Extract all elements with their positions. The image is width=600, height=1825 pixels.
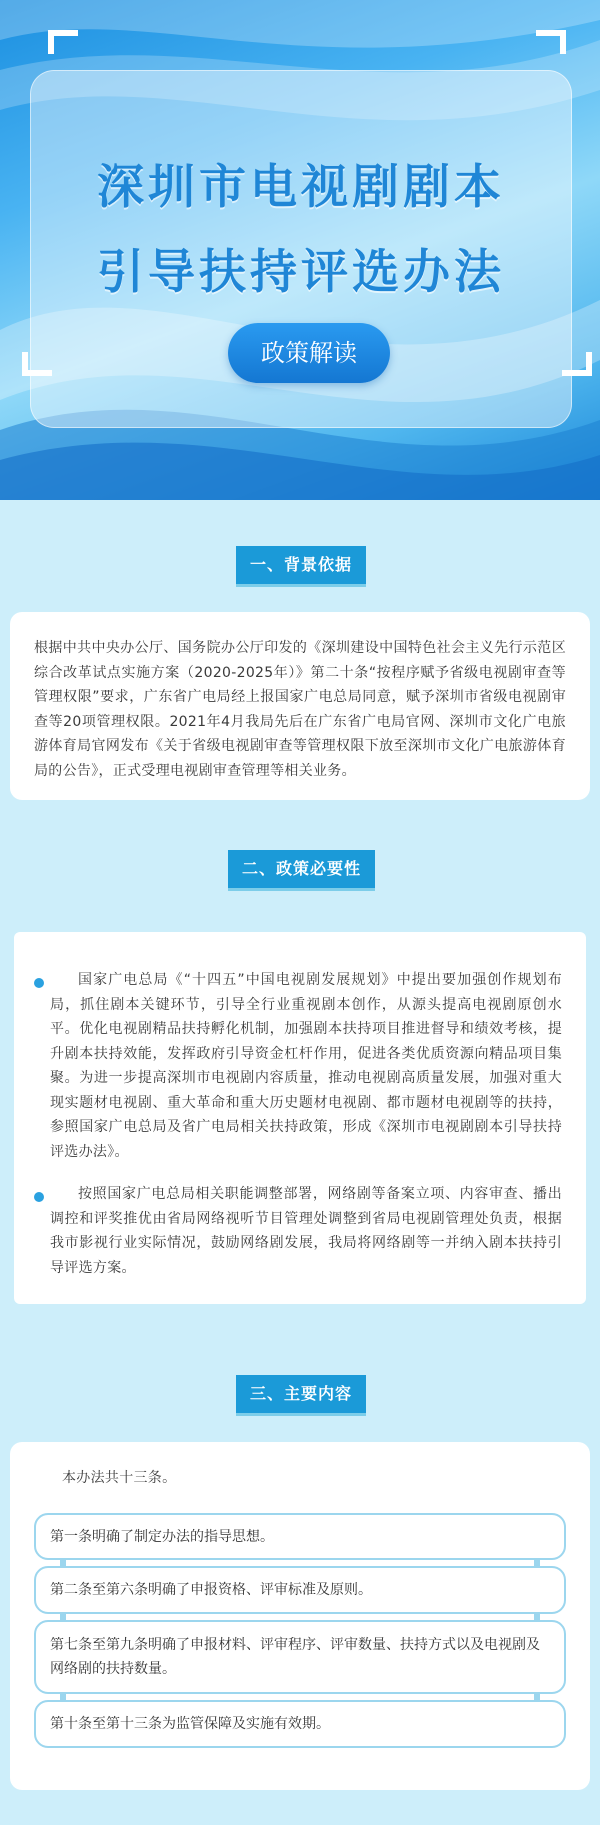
- background-card: [10, 612, 590, 800]
- necessity-paragraph-2: 按照国家广电总局相关职能调整部署，网络剧等备案立项、内容审查、播出调控和评奖推优由省局网络视听节目管理处调整到省局电视剧管理处负责，根据我市影视行业实际情况，鼓励网络剧发展，我局将网络剧等一并纳入剧本扶持引导评选方案。: [50, 1186, 562, 1276]
- policy-interpretation-badge: 政策解读: [228, 323, 390, 383]
- main-content-intro: 本办法共十三条。: [62, 1470, 177, 1486]
- corner-bracket-bottom-left: [22, 352, 52, 376]
- content-item: [34, 1513, 566, 1560]
- content-item-text: 第十条至第十三条为监管保障及实施有效期。: [50, 1716, 330, 1732]
- content-item-text: 第七条至第九条明确了申报材料、评审程序、评审数量、扶持方式以及电视剧及网络剧的扶持数量。: [50, 1637, 540, 1677]
- hero-banner: [0, 0, 600, 500]
- bullet-icon: [34, 1192, 44, 1202]
- page-title-line1: 深圳市电视剧剧本: [97, 160, 505, 215]
- necessity-paragraph-1: 国家广电总局《“十四五”中国电视剧发展规划》中提出要加强创作规划布局，抓住剧本关键环节，引导全行业重视剧本创作，从源头提高电视剧原创水平。优化电视剧精品扶持孵化机制，加强剧本扶持项目推进督导和绩效考核，提升剧本扶持效能，发挥政府引导资金杠杆作用，促进各类优质资源向精品项目集聚。为进一步提高深圳市电视剧内容质量，推动电视剧高质量发展，加强对重大现实题材电视剧、重大革命和重大历史题材电视剧、都市题材电视剧等的扶持，参照国家广电总局及省广电局相关扶持政策，形成《深圳市电视剧剧本引导扶持评选办法》。: [50, 972, 562, 1160]
- corner-bracket-top-left: [48, 30, 78, 54]
- bullet-icon: [34, 978, 44, 988]
- content-item: [34, 1620, 566, 1694]
- content-item: [34, 1700, 566, 1748]
- corner-bracket-bottom-right: [562, 352, 592, 376]
- background-text: 根据中共中央办公厅、国务院办公厅印发的《深圳建设中国特色社会主义先行示范区综合改革试点实施方案（2020-2025年）》第二十条“按程序赋予省级电视剧审查等管理权限”要求，广东省广电局经上报国家广电总局同意，赋予深圳市省级电视剧审查等20项管理权限。2021年4月我局先后在广东省广电局官网、深圳市文化广电旅游体育局官网发布《关于省级电视剧审查等管理权限下放至深圳市文化广电旅游体育局的公告》，正式受理电视剧审查管理等相关业务。: [34, 640, 566, 779]
- section-heading-background: 一、背景依据: [236, 546, 366, 584]
- content-item-text: 第一条明确了制定办法的指导思想。: [50, 1528, 274, 1545]
- corner-bracket-top-right: [536, 30, 566, 54]
- content-item-text: 第二条至第六条明确了申报资格、评审标准及原则。: [50, 1582, 372, 1598]
- section-heading-main-content: 三、主要内容: [236, 1375, 366, 1413]
- content-item: [34, 1566, 566, 1614]
- page-title-line2: 引导扶持评选办法: [97, 245, 505, 300]
- necessity-card: [14, 932, 586, 1304]
- section-heading-necessity: 二、政策必要性: [228, 850, 375, 888]
